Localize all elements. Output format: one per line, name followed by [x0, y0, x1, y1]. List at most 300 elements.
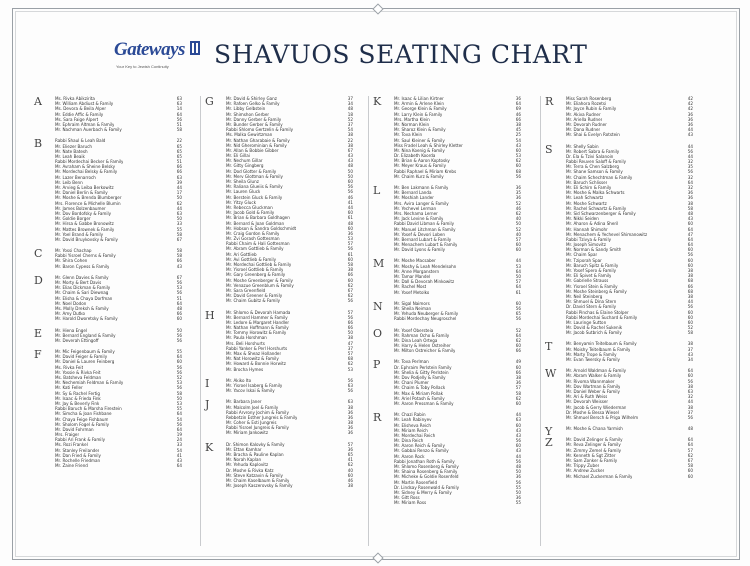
guest-name: Rabbi Pinchas & Elaine Stolper: [566, 309, 629, 315]
table-number: 36: [515, 495, 521, 501]
table-number: 38: [347, 420, 353, 426]
table-number: 64: [176, 426, 182, 432]
table-number: 48: [515, 464, 521, 469]
table-number: 18: [347, 111, 353, 117]
table-number: 40: [515, 216, 521, 222]
guest-name: Mr. Akiva Rudner: [566, 111, 601, 117]
guest-name: Mr. Martin Rosenfield: [394, 479, 438, 485]
section-letter: S: [545, 142, 553, 156]
guest-name: Mr. Jacob & Gerry Wiederman: [566, 404, 627, 410]
table-number: 36: [515, 185, 521, 190]
guest-name: Mr. Saul Kleiner & Family: [394, 137, 445, 143]
guest-row: [55, 237, 182, 242]
table-number: 37: [347, 345, 353, 351]
table-number: 64: [687, 179, 693, 185]
table-number: 56: [687, 378, 693, 384]
guest-row: [566, 426, 693, 431]
table-number: 64: [515, 284, 521, 290]
table-number: 56: [347, 184, 353, 190]
guest-name: Mrs. Fraiger: [55, 432, 80, 438]
table-number: 51: [176, 121, 182, 127]
table-number: 50: [347, 173, 353, 179]
table-number: 44: [687, 399, 693, 405]
guest-name: Mr. Robert Sabra & Family: [566, 148, 620, 154]
guest-name: Mr. Dina Leah Ortega: [394, 337, 438, 343]
guest-name: Mr. Steve Katzavin & Family: [226, 472, 283, 478]
table-number: 37: [347, 121, 353, 127]
guest-row: [394, 500, 521, 505]
table-number: 60: [347, 256, 353, 262]
table-number: 34: [347, 101, 353, 107]
table-number: 60: [687, 473, 693, 479]
guest-name: Mr. Baruch Spitz & Family: [566, 262, 619, 268]
table-number: 60: [515, 400, 521, 406]
table-number: 56: [515, 479, 521, 485]
guest-name: Mr. Shira Cohen: [55, 258, 88, 264]
table-number: 58: [687, 463, 693, 469]
guest-name: Mr. Glenn Davies & Family: [55, 274, 109, 280]
guest-name: Mr. William Abdiust & Family: [55, 101, 114, 107]
section-letter: C: [34, 247, 43, 261]
table-number: 60: [347, 210, 353, 216]
section-letter: Y: [545, 425, 553, 439]
table-number: 63: [176, 174, 182, 180]
guest-name: Mr. Yacov Iskai & Family: [226, 388, 275, 394]
guest-name: Mr. Armin & Arlene Klein: [394, 101, 444, 107]
table-number: 65: [176, 143, 182, 149]
guest-name: Mr. Berstein Gluck & Family: [226, 194, 283, 200]
table-number: 53: [347, 236, 353, 242]
table-number: 46: [347, 477, 353, 483]
guest-name: Mr. Goldie Borger: [55, 216, 91, 222]
guest-row: [394, 401, 521, 406]
table-number: 56: [347, 189, 353, 195]
table-number: 60: [515, 364, 521, 370]
table-number: 66: [176, 169, 182, 175]
guest-name: Rabbi Tzivya & Family: [566, 236, 612, 242]
table-number: 65: [176, 148, 182, 154]
table-number: 43: [687, 351, 693, 357]
guest-name: Mr. Brocha Hymes: [226, 366, 264, 372]
column-2: [205, 96, 353, 494]
table-number: 43: [515, 432, 521, 438]
guest-name: Mr. Nachman Auerbach & Family: [55, 127, 122, 133]
guest-name: Rabbi Mordechai Suchard & Family: [566, 314, 638, 320]
guest-name: Mr. Ben Lakmann & Family: [394, 185, 449, 190]
guest-name: Mr. Chaim Schechtman & Family: [566, 174, 633, 180]
gateways-logo: [108, 38, 202, 74]
table-number: 60: [347, 277, 353, 283]
guest-name: Mr. Hiena Engel: [55, 327, 88, 333]
table-number: 32: [687, 185, 693, 190]
section-letter: R: [545, 95, 554, 108]
guest-name: Mr. Chani Plumer: [394, 380, 429, 386]
table-number: 56: [347, 298, 353, 304]
section-letter: T: [545, 340, 553, 354]
guest-name: Mr. Shmuel Bersch & Priga Wilhelm: [566, 414, 639, 420]
guest-name: Mr. Menachem & Yechevel Shimanowitz: [566, 231, 648, 237]
guest-name: Mr. Nina Koenig & Family: [394, 147, 445, 153]
guest-name: Mr. Anne Morganstern: [394, 268, 440, 274]
guest-name: Mr. Aaron Pressman & Family: [394, 400, 454, 406]
guest-name: Mr. Norah Kaplan: [226, 457, 262, 463]
guest-name: Mr. Gitty Gingberg: [226, 163, 264, 169]
guest-name: Mr. Dan Fried & Family: [55, 452, 101, 458]
table-number: 63: [176, 210, 182, 216]
guest-name: Mr. Coher & Esti Jungreis: [226, 420, 277, 426]
table-number: 36: [687, 111, 693, 117]
guest-row: [566, 415, 693, 420]
column-1: [34, 96, 182, 474]
letter-section: [34, 328, 182, 344]
table-number: 37: [687, 346, 693, 352]
guest-name: Rabbi Shlomo Gertzelin & Family: [226, 127, 294, 133]
guest-name: Mr. Avi Gottlieb & Family: [226, 256, 277, 262]
table-number: 42: [687, 106, 693, 112]
guest-name: Rabbi Reuven Saloff & Family: [566, 159, 627, 165]
table-number: 68: [687, 288, 693, 294]
guest-name: Ms. Molly Dreksh & Family: [55, 305, 109, 311]
table-number: 57: [515, 236, 521, 242]
guest-name: Mr. Kati Feller: [55, 385, 83, 391]
guest-name: Mr. Lauren Gluck: [226, 189, 261, 195]
guest-name: Mr. Ari Gottlieb: [226, 251, 257, 257]
table-number: 38: [347, 267, 353, 273]
guest-name: Mr. Gabrielle Strauss: [566, 278, 609, 284]
table-number: 58: [176, 127, 182, 133]
table-number: 50: [515, 221, 521, 227]
table-number: 56: [687, 252, 693, 258]
table-number: 43: [347, 158, 353, 164]
guest-name: Mr. Shai & Evelyn Rotstein: [566, 132, 620, 138]
guest-name: Mr. Moshe Greenberger & Family: [226, 277, 293, 283]
guest-name: Mr. Morty & Bert Davis: [55, 280, 102, 285]
guest-name: Mr. Dall & Devorah Minkowitz: [394, 279, 455, 285]
guest-name: Mr. Norman Klein: [394, 121, 430, 127]
section-letter: D: [34, 273, 43, 287]
table-number: 55: [515, 484, 521, 490]
table-number: 48: [347, 106, 353, 112]
guest-name: Mr. Trippy Zuber: [566, 463, 600, 469]
guest-name: Mr. Dana Rudner: [566, 127, 601, 133]
table-number: 43: [176, 458, 182, 463]
table-number: 62: [176, 200, 182, 206]
table-number: 64: [515, 332, 521, 338]
guest-name: Mr. Libby Gelbstein: [226, 106, 266, 112]
guest-name: Mr. Eliezer Baruch: [55, 143, 92, 149]
guest-name: Mr. Harry & Helen Ostreiher: [394, 343, 451, 349]
guest-name: Mr. Moshe & Chana Yarmish: [566, 426, 623, 432]
table-number: 69: [515, 106, 521, 112]
table-number: 57: [687, 447, 693, 453]
guest-name: Ms. Rozi Frankel: [55, 442, 88, 448]
table-number: 38: [347, 404, 353, 410]
table-number: 52: [347, 116, 353, 122]
table-number: 57: [347, 241, 353, 247]
table-number: 66: [515, 369, 521, 375]
table-number: 62: [347, 293, 353, 299]
guest-name: Mr. Yossi Chachap: [55, 248, 92, 254]
guest-name: Mr. Michael Zuckerman & Family: [566, 473, 633, 479]
letter-section: [34, 96, 182, 132]
table-number: 56: [347, 388, 353, 394]
table-number: 54: [176, 447, 182, 453]
section-letter: A: [34, 95, 42, 108]
table-number: 63: [687, 388, 693, 394]
guest-name: Mr. Lazer Benarroch: [55, 174, 96, 180]
guest-name: Mr. Miriam Jankowitz: [226, 430, 269, 436]
table-number: 43: [176, 263, 182, 269]
guest-name: Mr. Eli Schirn & Family: [566, 185, 612, 190]
table-number: 36: [687, 195, 693, 201]
guest-name: Mr. Nid Gherominian & Family: [226, 142, 287, 148]
guest-name: Mr. David Fohrman: [55, 426, 94, 432]
guest-name: Ms. Batsheva Feldman: [55, 375, 102, 380]
table-number: 57: [347, 309, 353, 315]
table-number: 66: [515, 116, 521, 122]
table-number: 50: [176, 216, 182, 222]
guest-name: Mr. Miriam Ross: [394, 500, 427, 506]
guest-name: Mr. Yosef & Devori Loben: [394, 231, 445, 237]
table-number: 33: [176, 221, 182, 227]
table-number: 56: [347, 377, 353, 383]
table-number: 38: [687, 341, 693, 347]
guest-name: Mr. Dov Wartman & Family: [566, 383, 621, 389]
table-number: 53: [176, 285, 182, 291]
table-number: 60: [176, 316, 182, 322]
column-4: [545, 96, 693, 485]
table-number: 50: [176, 327, 182, 333]
letter-section: [545, 144, 693, 336]
guest-name: Dr. Lindsay Rosenwald & Family: [394, 484, 460, 490]
table-number: 41: [347, 199, 353, 205]
guest-name: Mr. Sheila Glunz: [226, 179, 259, 184]
guest-name: Mr. Yisroel Stein & Family: [566, 283, 618, 289]
table-number: 55: [176, 349, 182, 355]
guest-name: Mr. Sigal Naimors: [394, 300, 430, 306]
guest-name: Mr. Paula Horshman: [226, 335, 267, 341]
guest-name: Mr. Terra & Chen Salzberg: [566, 164, 619, 170]
section-letter: I: [205, 376, 210, 390]
table-number: 47: [347, 340, 353, 346]
table-number: 60: [687, 319, 693, 325]
letter-section: [205, 310, 353, 372]
guest-name: Mr. Moshe & Brenda Blumberger: [55, 195, 122, 201]
table-number: 56: [687, 414, 693, 420]
guest-name: Mr. Ephraim Altman & Family: [55, 121, 115, 127]
guest-name: Mr. Hannah Shimohr: [566, 226, 608, 232]
section-letter: F: [34, 348, 42, 362]
guest-name: Mr. Shelly Sabin: [566, 143, 599, 149]
table-number: 43: [515, 448, 521, 454]
table-number: 60: [515, 147, 521, 153]
table-number: 34: [687, 357, 693, 362]
table-number: 42: [687, 101, 693, 107]
guest-row: [394, 316, 521, 321]
table-number: 36: [515, 195, 521, 201]
guest-name: Mr. Noel Dodon: [55, 300, 87, 306]
guest-row: [394, 348, 521, 353]
guest-name: Mr. Chazi Rabin: [394, 412, 426, 418]
table-number: 66: [687, 283, 693, 289]
section-letter: M: [373, 257, 385, 271]
guest-name: Mr. Merv Glottman & Family: [226, 173, 283, 179]
section-letter: K: [205, 440, 214, 454]
table-number: 32: [687, 394, 693, 400]
guest-name: Mr. Aaron Reich & Family: [394, 443, 445, 449]
guest-name: Mr. Ari & Ruth Weiss: [566, 394, 608, 400]
guest-row: [566, 132, 693, 137]
section-letter: W: [545, 367, 557, 381]
guest-row: [55, 316, 182, 321]
guest-name: Mr. Dov Podjelly & Family: [394, 375, 446, 380]
guest-name: Mr. Yehuda Neuberger & Family: [394, 311, 459, 317]
table-number: 60: [347, 225, 353, 231]
table-number: 56: [176, 332, 182, 338]
section-letter: E: [34, 326, 43, 340]
table-number: 58: [687, 330, 693, 336]
letter-section: [545, 96, 693, 138]
table-number: 38: [515, 375, 521, 380]
table-number: 62: [515, 158, 521, 164]
table-number: 44: [515, 258, 521, 264]
guest-name: Mr. Yoel Brand & Family: [55, 231, 104, 237]
table-number: 36: [515, 380, 521, 386]
table-number: 50: [515, 469, 521, 475]
guest-name: Mr. Bunder Gerber & Family: [226, 121, 283, 127]
guest-name: Mr. Devorah Rudner: [566, 121, 607, 127]
table-number: 58: [176, 231, 182, 237]
guest-name: Mr. Barbara Janer: [226, 399, 262, 405]
table-number: 44: [176, 205, 182, 211]
guest-name: Mr. Benyamin Teitelbaum & Family: [566, 341, 637, 347]
guest-name: Mr. Bernard & Joan Goldman: [226, 220, 285, 226]
table-number: 33: [176, 442, 182, 448]
guest-name: Mr. Chaim Kurz & Family: [394, 173, 444, 179]
guest-name: Mr. David & Shirley Ganz: [226, 96, 277, 101]
guest-name: Mr. Arnold Waldman & Family: [566, 368, 627, 374]
guest-name: Mr. Leah Beaik: [55, 153, 85, 159]
guest-name: Mr. Elias Dickman & Family: [55, 285, 111, 291]
guest-name: Mr. Eli Spivet & Family: [566, 273, 612, 279]
table-number: 62: [347, 462, 353, 468]
table-number: 35: [687, 164, 693, 170]
table-number: 56: [176, 369, 182, 375]
guest-name: Mr. David Feiger & Family: [55, 354, 108, 360]
table-number: 57: [347, 351, 353, 356]
table-number: 32: [687, 174, 693, 180]
table-number: 67: [176, 274, 182, 280]
guest-name: Mr. Nathan Gharabaie & Family: [226, 137, 290, 143]
table-number: 36: [347, 230, 353, 236]
table-number: 53: [347, 366, 353, 372]
guest-name: Mr. Larry Klein & Family: [394, 111, 443, 117]
letter-section: [205, 378, 353, 394]
guest-name: Mr. Sheila Neiman: [394, 305, 432, 311]
table-number: 64: [687, 368, 693, 374]
table-number: 58: [176, 253, 182, 259]
table-number: 37: [347, 96, 353, 101]
table-number: 35: [515, 190, 521, 196]
guest-name: Rabbi Mordechay Neugroschel: [394, 316, 457, 322]
column-divider: [200, 96, 201, 546]
table-number: 58: [176, 248, 182, 254]
table-number: 22: [176, 138, 182, 144]
guest-name: Mr. Eli Gillai: [226, 153, 250, 159]
table-number: 57: [515, 385, 521, 391]
guest-name: Mr. Dov Bordofsky & Family: [55, 210, 112, 216]
guest-name: Mr. Micheke & Goldie Rosenfeld: [394, 474, 459, 480]
guest-name: Mr. Rivoma Wannmaker: [566, 378, 615, 384]
table-number: 52: [515, 226, 521, 232]
guest-name: Mr. Yisroel Gottlieb & Family: [226, 267, 284, 273]
guest-name: Mr. Rebecca Gluckman: [226, 204, 273, 210]
table-number: 60: [515, 247, 521, 253]
guest-name: Mr. Abram Walker & Family: [566, 373, 622, 379]
table-number: 48: [347, 220, 353, 226]
table-number: 36: [347, 409, 353, 415]
guest-name: Rabbi Raphael & Miriam Krebs: [394, 168, 457, 174]
guest-name: Mr. Sy & Rachel Fertig: [55, 390, 100, 396]
table-number: 49: [515, 359, 521, 365]
guest-name: Mr. Shimshon Gerber: [226, 111, 270, 117]
table-number: 60: [687, 468, 693, 474]
table-number: 56: [687, 148, 693, 154]
table-number: 63: [347, 399, 353, 405]
guest-name: Mr. Chaim Spar: [566, 252, 598, 258]
guest-name: Mr. Abram Gottlieb & Family: [226, 246, 284, 252]
table-number: 55: [176, 226, 182, 232]
table-number: 60: [176, 359, 182, 365]
guest-name: Rabbi Yisroel Cherns & Family: [55, 253, 116, 259]
table-number: 54: [515, 137, 521, 143]
table-number: 14: [176, 106, 182, 112]
table-number: 60: [515, 422, 521, 428]
table-number: 44: [687, 299, 693, 305]
table-number: 64: [687, 226, 693, 232]
column-divider: [368, 96, 369, 546]
section-letter: K: [373, 95, 382, 108]
letter-section: [205, 96, 353, 304]
table-number: 38: [347, 132, 353, 138]
guest-name: Mr. Rahman Ocho & Family: [394, 332, 450, 338]
guest-name: Mr. Chaim Gubitz & Family: [226, 298, 281, 304]
guest-name: Mr. Mordechai Belsky & Family: [55, 169, 118, 175]
guest-name: Mr. Yisroel Isaberg & Family: [226, 382, 283, 388]
guest-row: [55, 338, 182, 343]
guest-name: Mr. Sam Zonker & Family: [566, 458, 618, 463]
table-number: 57: [347, 441, 353, 447]
table-number: 60: [347, 179, 353, 184]
letter-section: [545, 437, 693, 479]
table-number: 32: [687, 159, 693, 165]
guest-name: Mr. Kenneth & Sgt Zitter: [566, 452, 616, 458]
table-number: 40: [515, 231, 521, 237]
guest-name: Dr. Moshe & Bessa Wiesel: [566, 409, 619, 415]
guest-name: Mr. Avraham & Sheine Belsky: [55, 164, 116, 170]
table-number: 64: [176, 111, 182, 117]
guest-name: Mr. Hirsa & Gabbe Bronowitz: [55, 221, 114, 227]
letter-section: [205, 399, 353, 435]
guest-name: Mr. Max & Miriam Pollak: [394, 390, 443, 396]
table-number: 64: [515, 101, 521, 107]
table-number: 64: [515, 268, 521, 274]
table-number: 60: [687, 247, 693, 253]
table-number: 67: [687, 458, 693, 463]
table-number: 41: [347, 457, 353, 463]
guest-name: Mr. Nechemiah Feldman & Family: [55, 380, 124, 386]
table-number: 38: [515, 121, 521, 127]
